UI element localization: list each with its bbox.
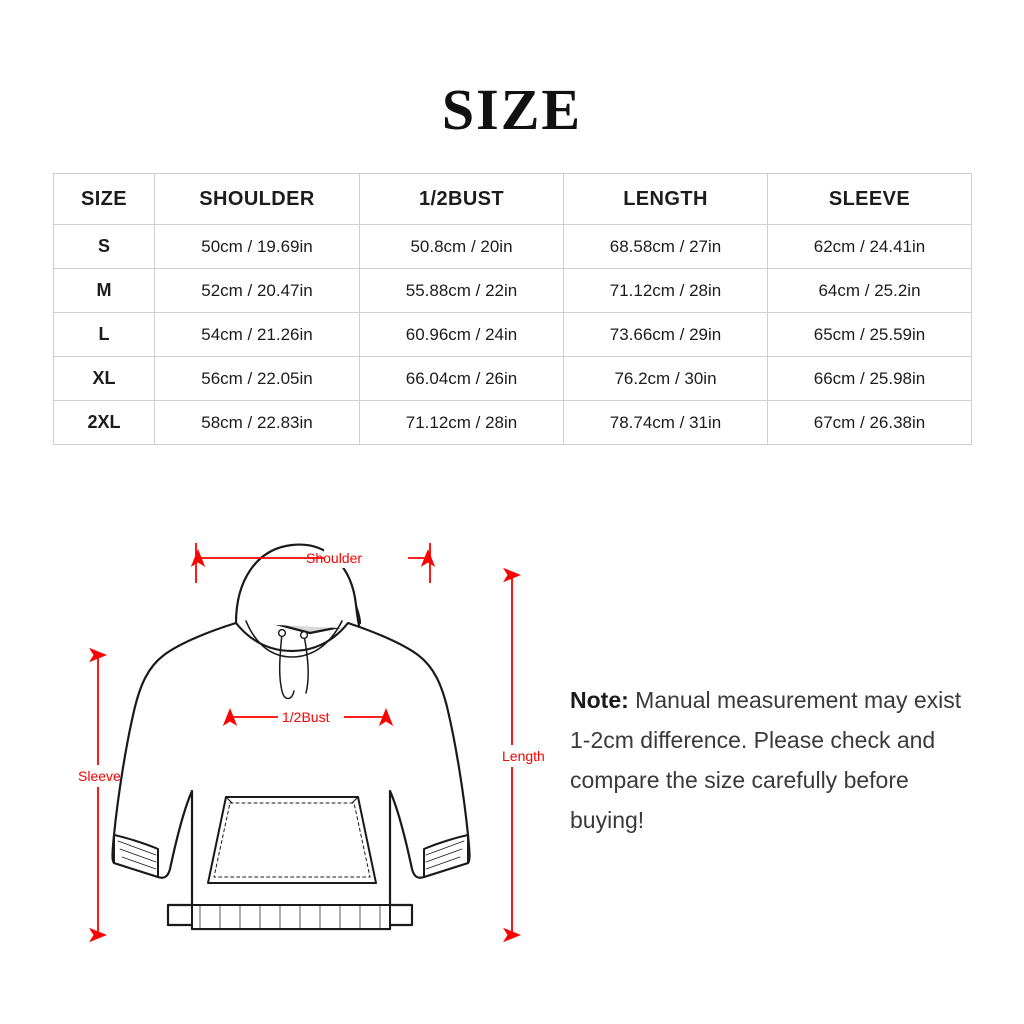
size-chart-table xyxy=(53,173,971,445)
cell-length: 71.12cm / 28in xyxy=(564,269,768,313)
column-header-size: SIZE xyxy=(54,174,155,225)
table-row xyxy=(54,225,972,269)
cell-length: 76.2cm / 30in xyxy=(564,357,768,401)
hoodie-illustration xyxy=(113,545,470,929)
label-half-bust: 1/2Bust xyxy=(282,709,330,725)
cell-length: 78.74cm / 31in xyxy=(564,401,768,445)
cell-sleeve: 65cm / 25.59in xyxy=(768,313,972,357)
measurement-note xyxy=(570,680,970,840)
cell-length: 68.58cm / 27in xyxy=(564,225,768,269)
cell-sleeve: 64cm / 25.2in xyxy=(768,269,972,313)
cell-size: 2XL xyxy=(54,401,155,445)
cell-half-bust: 60.96cm / 24in xyxy=(360,313,564,357)
label-sleeve: Sleeve xyxy=(78,768,121,784)
note-text: Manual measurement may exist 1-2cm difference. Please check and compare the size carefully before buying! xyxy=(570,687,962,833)
cell-size: L xyxy=(54,313,155,357)
cell-size: M xyxy=(54,269,155,313)
label-length: Length xyxy=(502,748,545,764)
table-header-row xyxy=(54,174,972,225)
table-row xyxy=(54,269,972,313)
cell-length: 73.66cm / 29in xyxy=(564,313,768,357)
cell-half-bust: 66.04cm / 26in xyxy=(360,357,564,401)
cell-shoulder: 56cm / 22.05in xyxy=(155,357,360,401)
cell-sleeve: 62cm / 24.41in xyxy=(768,225,972,269)
note-label: Note: xyxy=(570,687,629,713)
cell-shoulder: 52cm / 20.47in xyxy=(155,269,360,313)
cell-shoulder: 50cm / 19.69in xyxy=(155,225,360,269)
cell-half-bust: 50.8cm / 20in xyxy=(360,225,564,269)
column-header-shoulder: SHOULDER xyxy=(155,174,360,225)
cell-size: S xyxy=(54,225,155,269)
page-title: SIZE xyxy=(441,77,583,142)
column-header-sleeve: SLEEVE xyxy=(768,174,972,225)
cell-half-bust: 71.12cm / 28in xyxy=(360,401,564,445)
hoodie-measurement-diagram xyxy=(60,505,560,975)
cell-shoulder: 58cm / 22.83in xyxy=(155,401,360,445)
cell-sleeve: 66cm / 25.98in xyxy=(768,357,972,401)
cell-sleeve: 67cm / 26.38in xyxy=(768,401,972,445)
table-row xyxy=(54,401,972,445)
label-shoulder: Shoulder xyxy=(306,550,363,566)
cell-half-bust: 55.88cm / 22in xyxy=(360,269,564,313)
table-row xyxy=(54,313,972,357)
cell-shoulder: 54cm / 21.26in xyxy=(155,313,360,357)
column-header-half-bust: 1/2BUST xyxy=(360,174,564,225)
table-row xyxy=(54,357,972,401)
column-header-length: LENGTH xyxy=(564,174,768,225)
cell-size: XL xyxy=(54,357,155,401)
